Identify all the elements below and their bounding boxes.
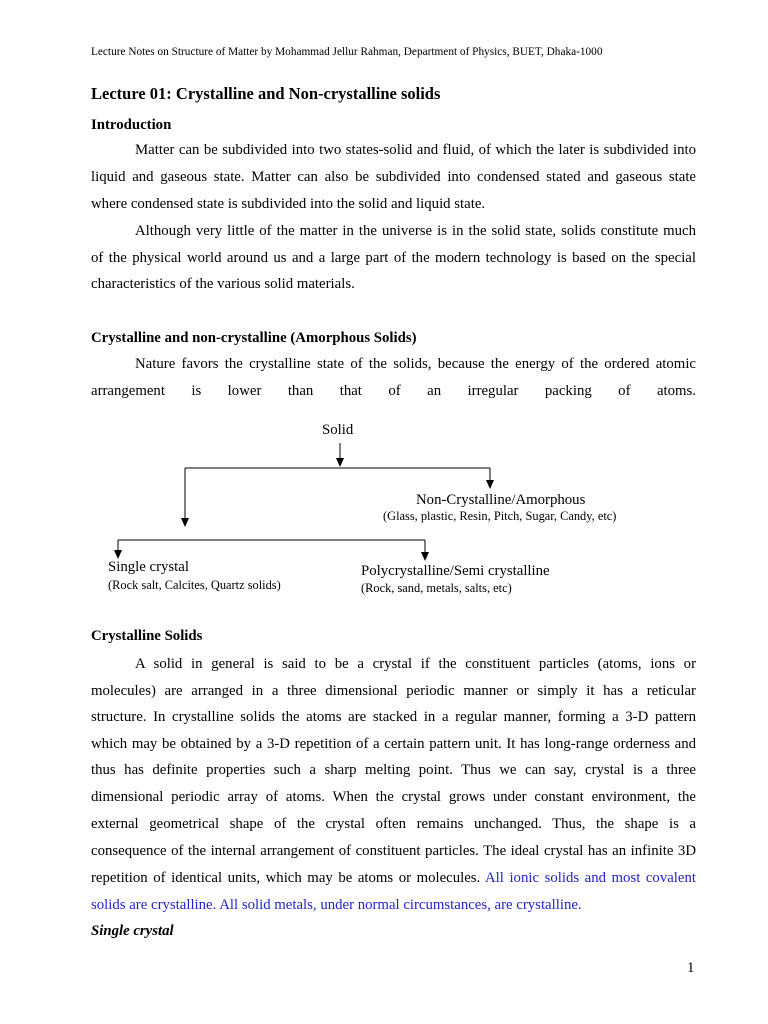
diagram-node-solid: Solid [322, 422, 354, 438]
arrowhead-down [421, 552, 429, 561]
section-heading-crystalline-and-non-crystalline: Crystalline and non-crystalline (Amorphous Solids) [91, 330, 417, 346]
arrowhead-down [181, 518, 189, 527]
paragraph-line: consequence of the internal arrangement of constituent particles. The ideal crystal has an infinite 3D [91, 843, 696, 859]
running-header: Lecture Notes on Structure of Matter by Mohammad Jellur Rahman, Department of Physics, BUET, Dhaka-1000 [91, 46, 603, 58]
paragraph-line: characteristics of the various solid materials. [91, 276, 355, 292]
paragraph-text: repetition of identical units, which may be atoms or molecules. [91, 870, 481, 886]
paragraph-line: molecules) are arranged in a three dimensional periodic manner or simply it has a reticular [91, 683, 696, 699]
paragraph-line: of the physical world around us and a large part of the modern technology is based on the special [91, 250, 696, 266]
subheading-single-crystal: Single crystal [91, 923, 174, 939]
arrowhead-down [336, 458, 344, 467]
paragraph-line: structure. In crystalline solids the atoms are stacked in a regular manner, forming a 3-D pattern [91, 709, 696, 725]
highlighted-text: solids are crystalline. All solid metals, under normal circumstances, are crystalline. [91, 897, 582, 913]
paragraph-line [91, 868, 696, 888]
lecture-title: Lecture 01: Crystalline and Non-crystalline solids [91, 84, 441, 103]
page-number: 1 [687, 960, 695, 976]
section-heading-crystalline-solids: Crystalline Solids [91, 628, 203, 644]
arrowhead-down [486, 480, 494, 489]
paragraph-line: Although very little of the matter in the universe is in the solid state, solids constitute much [135, 223, 696, 239]
paragraph-line: which may be obtained by a 3-D repetition of a certain pattern unit. It has long-range orderness and [91, 736, 696, 752]
paragraph-line: Nature favors the crystalline state of the solids, because the energy of the ordered atomic [135, 356, 696, 372]
diagram-node-single-crystal-examples: (Rock salt, Calcites, Quartz solids) [108, 578, 281, 592]
paragraph-line: thus has definite properties such a sharp melting point. Thus we can say, crystal is a three [91, 762, 696, 778]
diagram-node-single-crystal: Single crystal [108, 559, 189, 575]
diagram-node-non-crystalline: Non-Crystalline/Amorphous [416, 492, 586, 508]
paragraph-line: A solid in general is said to be a crystal if the constituent particles (atoms, ions or [135, 656, 696, 672]
paragraph-line: arrangement is lower than that of an irregular packing of atoms. [91, 383, 696, 399]
section-heading-introduction: Introduction [91, 117, 172, 133]
paragraph-line [91, 895, 696, 915]
paragraph-line: where condensed state is subdivided into the solid and liquid state. [91, 196, 486, 212]
diagram-node-polycrystalline: Polycrystalline/Semi crystalline [361, 563, 550, 579]
diagram-node-non-crystalline-examples: (Glass, plastic, Resin, Pitch, Sugar, Candy, etc) [383, 509, 617, 523]
paragraph-line: Matter can be subdivided into two states-solid and fluid, of which the later is subdivided into [135, 142, 696, 158]
diagram-node-polycrystalline-examples: (Rock, sand, metals, salts, etc) [361, 581, 512, 595]
paragraph-line: dimensional periodic array of atoms. When the crystal grows under constant environment, the [91, 789, 696, 805]
paragraph-line: external geometrical shape of the crystal often remains unchanged. Thus, the shape is a [91, 816, 696, 832]
highlighted-text: All ionic solids and most covalent [485, 870, 696, 886]
paragraph-line: liquid and gaseous state. Matter can also be subdivided into condensed stated and gaseous state [91, 169, 696, 185]
